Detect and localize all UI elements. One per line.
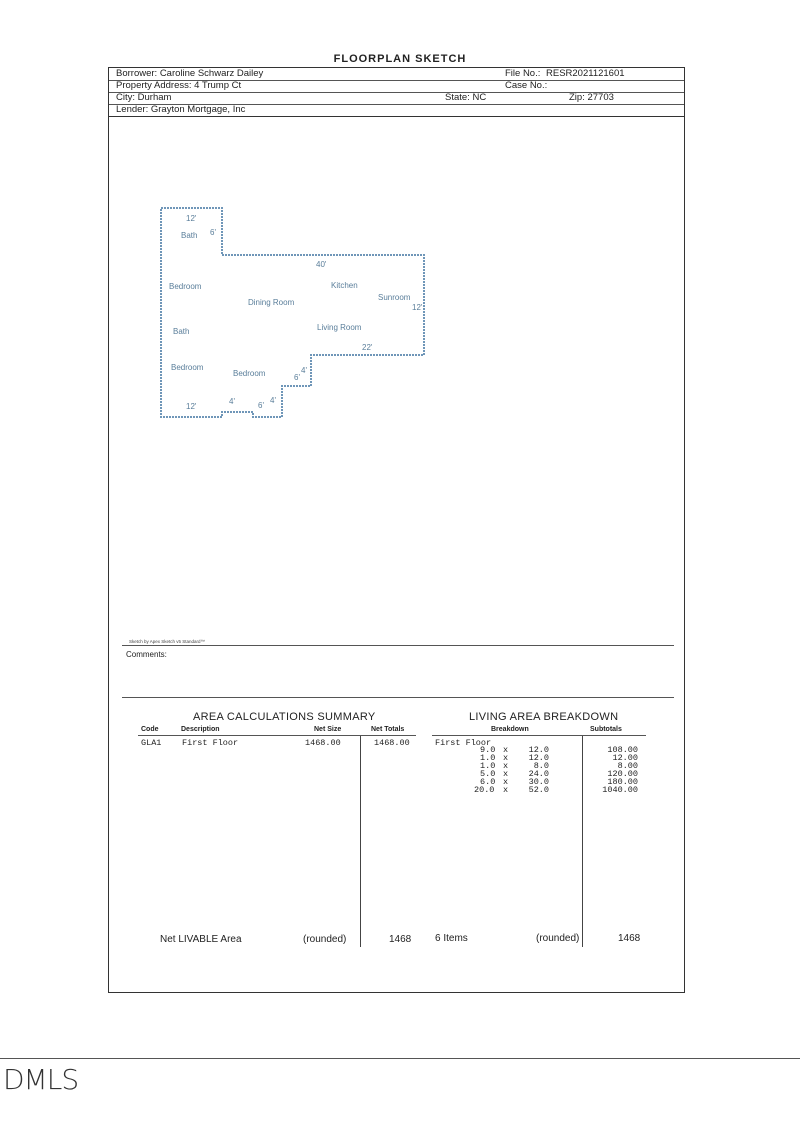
divider-top [122,645,674,646]
label-bedroom-3: Bedroom [233,369,266,378]
lender-field: Lender: Grayton Mortgage, Inc [116,104,246,115]
breakdown-x: x [503,769,509,779]
breakdown-b: 12.0 [528,753,549,763]
area-summary-title: AREA CALCULATIONS SUMMARY [193,711,376,723]
net-livable-value: 1468 [389,934,412,945]
floorplan-outline [161,208,424,417]
breakdown-b: 12.0 [528,745,549,755]
floor-label: First Floor [435,738,492,748]
breakdown-a: 20.0 [474,785,495,795]
case-no-label: Case No.: [505,80,548,91]
file-no-label: File No.: [505,68,541,79]
breakdown-x: x [503,745,509,755]
col-code: Code [141,726,159,733]
label-bedroom-1: Bedroom [169,282,202,291]
breakdown-x: x [503,761,509,771]
dim-4-bottom: 4' [229,397,235,406]
breakdown-subtotal: 1040.00 [602,785,638,795]
dim-12-right: 12' [412,303,423,312]
file-no-value: RESR2021121601 [546,68,625,79]
label-bath-top: Bath [181,231,198,240]
living-total-value: 1468 [618,933,641,944]
breakdown-b: 30.0 [528,777,549,787]
col-breakdown: Breakdown [491,726,529,733]
breakdown-b: 52.0 [528,785,549,795]
label-bedroom-2: Bedroom [171,363,204,372]
breakdown-x: x [503,785,509,795]
dim-4-bottom-2: 4' [270,396,276,405]
breakdown-a: 6.0 [480,777,496,787]
sketch-credit: Sketch by Apex Sketch v5 Standard™ [129,639,206,644]
breakdown-subtotal: 12.00 [612,753,638,763]
label-kitchen: Kitchen [331,281,358,290]
breakdown-b: 24.0 [528,769,549,779]
items-count: 6 Items [435,933,468,944]
breakdown-a: 1.0 [480,761,496,771]
living-area-title: LIVING AREA BREAKDOWN [469,711,619,723]
city-field: City: Durham [116,92,172,103]
dim-12-top: 12' [186,214,197,223]
divider-comments [122,697,674,698]
dmls-watermark: DMLS [3,1063,79,1096]
dim-12-bottom: 12' [186,402,197,411]
dim-4-mid: 4' [301,366,307,375]
col-subtotals: Subtotals [590,726,622,733]
area-row-net-totals: 1468.00 [374,738,410,748]
address-field: Property Address: 4 Trump Ct [116,80,242,91]
dim-22: 22' [362,343,373,352]
breakdown-a: 1.0 [480,753,496,763]
breakdown-subtotal: 108.00 [607,745,638,755]
page-bottom-rule [0,1058,800,1059]
breakdown-subtotal: 180.00 [607,777,638,787]
comments-label: Comments: [126,650,167,659]
area-row-net-size: 1468.00 [305,738,341,748]
zip-field: Zip: 27703 [569,92,614,103]
living-rounded: (rounded) [536,933,580,944]
net-livable-label: Net LIVABLE Area [160,934,242,945]
col-net-totals: Net Totals [371,726,405,733]
dim-6-mid: 6' [294,373,300,382]
label-living-room: Living Room [317,323,362,332]
area-summary-header-rule [138,735,416,736]
area-row-description: First Floor [182,738,239,748]
breakdown-subtotal: 120.00 [607,769,638,779]
breakdown-subtotal: 8.00 [617,761,638,771]
area-summary-divider [360,736,361,947]
breakdown-b: 8.0 [533,761,549,771]
state-field: State: NC [445,92,487,103]
dim-6-top: 6' [210,228,216,237]
living-area-divider [582,736,583,947]
borrower-field: Borrower: Caroline Schwarz Dailey [116,68,264,79]
col-description: Description [181,726,220,733]
dim-40: 40' [316,260,327,269]
breakdown-x: x [503,777,509,787]
label-bath-2: Bath [173,327,190,336]
label-sunroom: Sunroom [378,293,411,302]
breakdown-x: x [503,753,509,763]
living-area-header-rule [432,735,646,736]
area-row-code: GLA1 [141,738,162,748]
col-net-size: Net Size [314,726,342,733]
breakdown-a: 9.0 [480,745,496,755]
dim-6-bottom: 6' [258,401,264,410]
page-title: FLOORPLAN SKETCH [333,53,467,65]
net-livable-rounded: (rounded) [303,934,347,945]
breakdown-a: 5.0 [480,769,496,779]
label-dining-room: Dining Room [248,298,295,307]
